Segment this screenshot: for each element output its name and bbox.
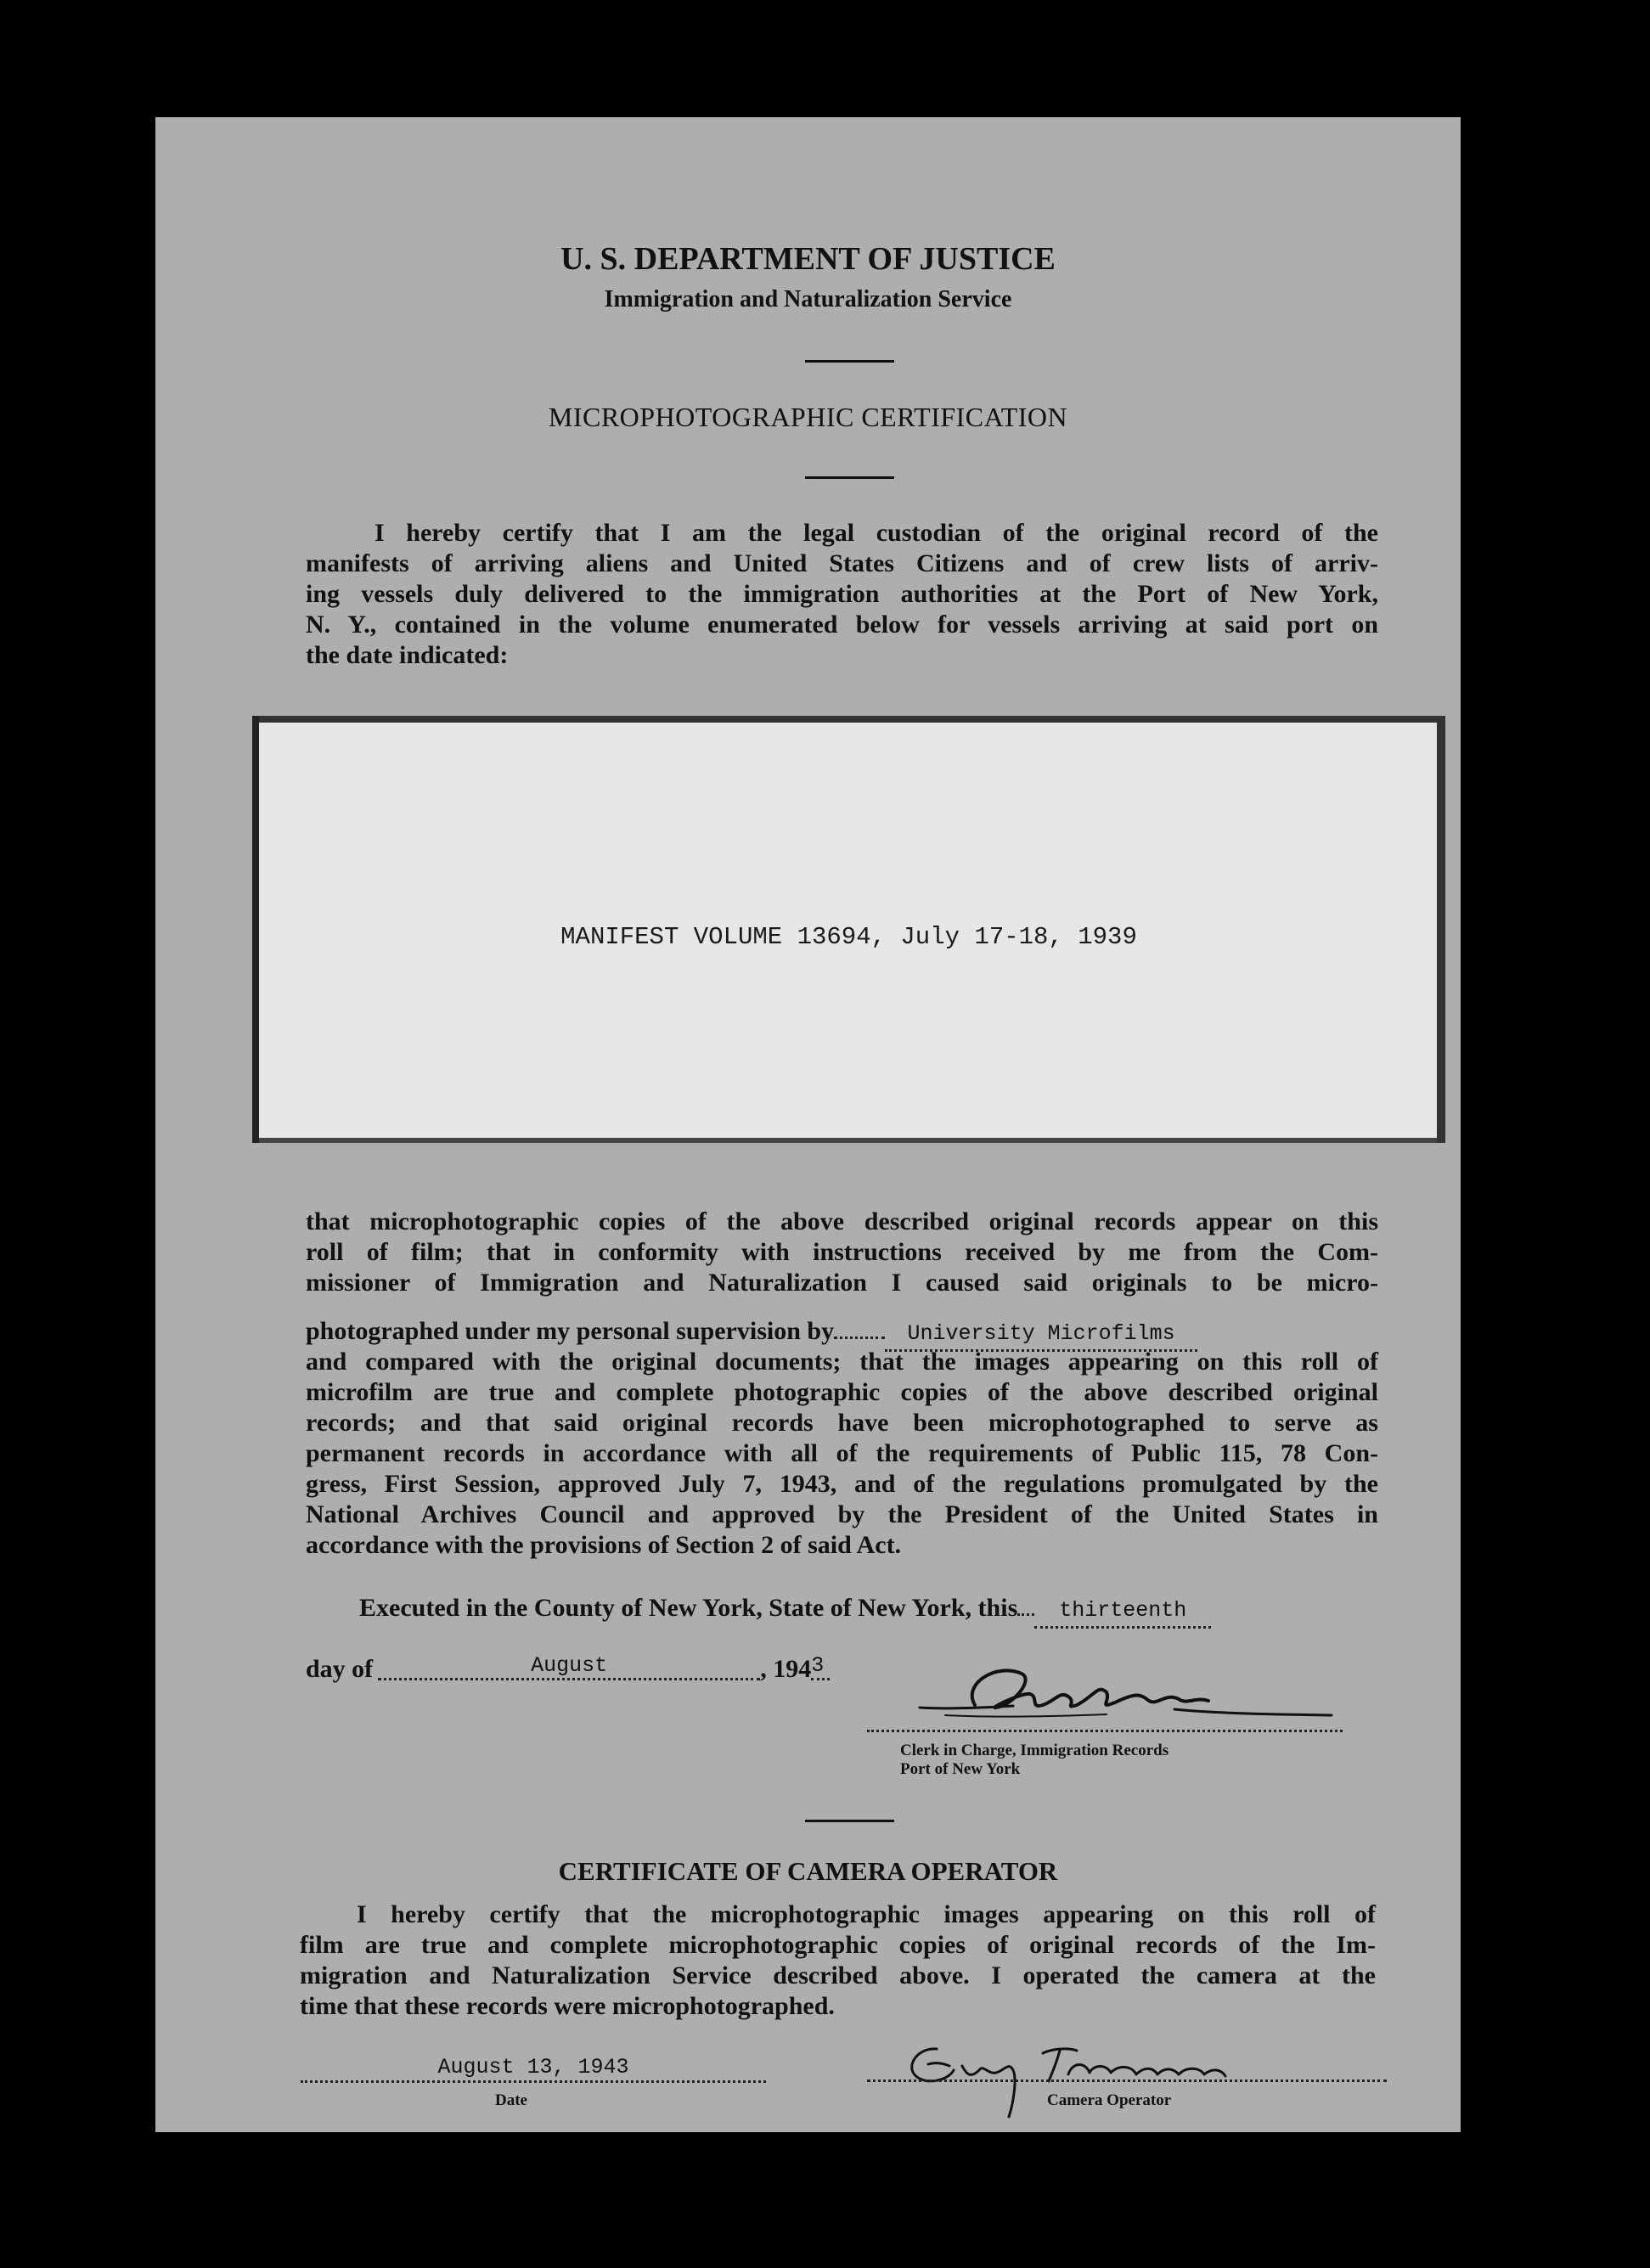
year-prefix: , 194 (760, 1655, 812, 1683)
camera-date-label: Date (495, 2091, 527, 2109)
camera-line: I hereby certify that the microphotographic images appearing on this roll of (357, 1900, 1376, 1928)
service-subheading: Immigration and Naturalization Service (604, 286, 1012, 312)
camera-line: time that these records were microphotographed. (300, 1992, 835, 2020)
body-line: missioner of Immigration and Naturalization I caused said originals to be micro- (306, 1269, 1378, 1297)
day-of-label: day of (306, 1655, 374, 1683)
day-value: thirteenth (1034, 1595, 1211, 1629)
intro-line: the date indicated: (306, 641, 509, 669)
body-line: National Archives Council and approved by the President of the United States in (306, 1500, 1378, 1528)
clerk-title-line2: Port of New York (900, 1760, 1021, 1778)
year-digit: 3 (811, 1654, 830, 1680)
executed-line (359, 1593, 1211, 1629)
page-title: MICROPHOTOGRAPHIC CERTIFICATION (548, 402, 1068, 432)
photographed-prefix: photographed under my personal supervision by (306, 1317, 835, 1345)
camera-date-value: August 13, 1943 (301, 2055, 766, 2083)
camera-line: migration and Naturalization Service described above. I operated the camera at the (300, 1961, 1376, 1989)
manifest-volume: MANIFEST VOLUME 13694, July 17-18, 1939 (560, 923, 1137, 951)
body-line: roll of film; that in conformity with instructions received by me from the Com- (306, 1238, 1378, 1266)
month-value: August (378, 1654, 760, 1680)
body-line: permanent records in accordance with all of the requirements of Public 115, 78 Con- (306, 1439, 1378, 1467)
body-line: that microphotographic copies of the above described original records appear on this (306, 1207, 1378, 1235)
certificate-sheet (155, 117, 1461, 2132)
intro-line: ing vessels duly delivered to the immigration authorities at the Port of New York, (306, 580, 1378, 608)
clerk-title (900, 1742, 1169, 1779)
camera-operator-signature (886, 2032, 1310, 2125)
department-heading: U. S. DEPARTMENT OF JUSTICE (560, 241, 1056, 277)
camera-operator-label: Camera Operator (1047, 2091, 1172, 2109)
day-of-line (306, 1654, 830, 1685)
camera-certificate-title: CERTIFICATE OF CAMERA OPERATOR (558, 1856, 1058, 1886)
body-line: and compared with the original documents; that the images appearing on this roll of (306, 1348, 1378, 1376)
divider (805, 1820, 894, 1822)
camera-line: film are true and complete microphotographic copies of original records of the Im- (300, 1931, 1376, 1959)
photographer-value: University Microfilms (885, 1319, 1197, 1352)
divider (805, 360, 894, 363)
body-line: accordance with the provisions of Section 2 of said Act. (306, 1531, 902, 1559)
camera-operator-signature-line (867, 2079, 1387, 2082)
clerk-signature-line (867, 1730, 1343, 1732)
body-line: records; and that said original records have been microphotographed to serve as (306, 1409, 1378, 1437)
clerk-title-line1: Clerk in Charge, Immigration Records (900, 1742, 1169, 1759)
divider (805, 476, 894, 479)
intro-line: N. Y., contained in the volume enumerated below for vessels arriving at said port on (306, 611, 1378, 639)
body-line: microfilm are true and complete photographic copies of the above described original (306, 1378, 1378, 1406)
executed-prefix: Executed in the County of New York, State of New York, this (359, 1594, 1018, 1622)
clerk-signature (894, 1658, 1336, 1735)
body-line: gress, First Session, approved July 7, 1943, and of the regulations promulgated by the (306, 1470, 1378, 1498)
volume-slip (252, 716, 1445, 1143)
intro-line: I hereby certify that I am the legal custodian of the original record of the (374, 519, 1378, 547)
intro-line: manifests of arriving aliens and United States Citizens and of crew lists of arriv- (306, 549, 1378, 577)
